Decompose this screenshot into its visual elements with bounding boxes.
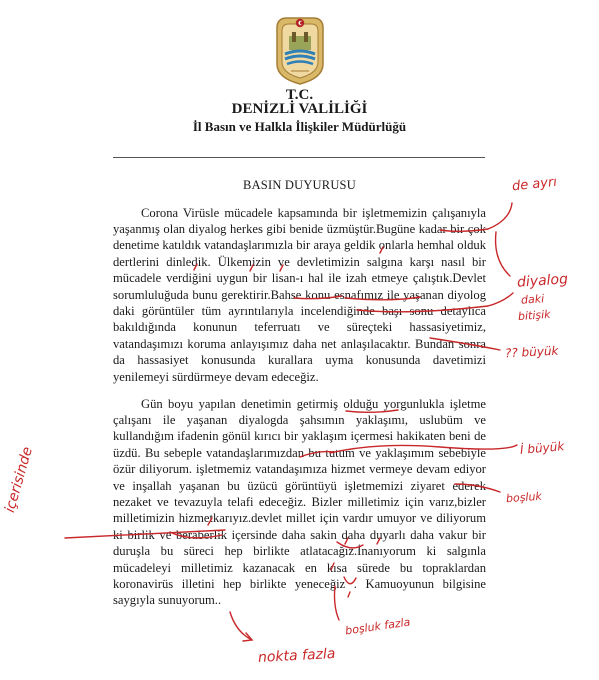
annotation-bosluk-fazla: boşluk fazla — [344, 615, 412, 638]
annotation-daki: daki — [520, 292, 545, 307]
annotation-bitisik: bitişik — [517, 307, 551, 324]
annotation-diyalog: diyalog — [516, 271, 569, 291]
body-paragraph-1: Corona Virüsle mücadele kapsamında bir işletmemizin çalışanıyla yaşanmış olan diyalog herkes gibi benide üzmüştür.Bugüne kadar bir çok denetime katıldık vatandaşlarımızla bir araya geldik onlarla hemhal olduk dertlerini dinledik. Ülkemizin ve devletimizin salgına karşı nasıl bir mücadele verdiğini uygun bir lisan-ı hal ile izah etmeye çalıştık.Devlet sorumluluğuda bunu gerektirir.Bahse konu esnafımız ile yaşanan diyolog daki görüntüler tüm ayrıntılarıyla incelendiğinde başı sonu detaylıca bakıldığında konunun teferruatı ve süreçteki hassasiyetimiz, vatandaşımızı koruma anlayışımız daha net anlaşılacaktır. Bundan sonra da hassasiyet konusunda kurallara uyma konusunda davetimizi yenilemeyi sürdürmeye devam edeceğiz. — [113, 205, 486, 384]
header-divider — [113, 157, 485, 158]
governorship-seal-icon — [273, 14, 327, 86]
header-governorship: DENİZLİ VALİLİĞİ — [231, 101, 368, 117]
body-paragraph-2: Gün boyu yapılan denetimin getirmiş olduğu yorgunlukla işletme çalışanı ile yaşanan diyalogda şahsımın yaklaşımı, uslubüm ve kullandığım ifadenin gönül kırıcı bir yaklaşım içermesi hakikaten beni de üzdü. Bu sebeple vatandaşlarımızdan bu tutum ve yaklaşımım sebebiyle özür diliyorum. işletmemiz vatandaşımıza hizmet vermeye devam ediyor ve inşallah yaşanan bu üzücü görüntüyü işletmemizi ziyaret ederek nezaket ve tevazuyla telafi edeceğiz. Bizler milletimiz için varız,bizler milletimizin hizmetkarıyız.devlet millet için vardır umuyor ve diliyorum ki birlik ve beraberlik içersinde daha sakin daha duyarlı daha vakur bir duruşla bu süreci hep birlikte atlatacağız.İnanıyorum ki salgınla mücadeleyi milletimiz kazanacak en kısa sürede bu topraklardan koronavirüs illetini hep birlikte yeneceğiz . Kamuoyunun bilgisine saygıyla sunuyorum.. — [113, 396, 486, 608]
annotation-buyuk: ?? büyük — [504, 343, 559, 361]
header-department: İl Basın ve Halkla İlişkiler Müdürlüğü — [192, 119, 407, 134]
header-tc: T.C. — [285, 87, 314, 103]
annotation-de-ayri: de ayrı — [511, 174, 558, 195]
document-title: BASIN DUYURUSU — [243, 178, 356, 192]
annotation-nokta-fazla: nokta fazla — [257, 645, 336, 667]
annotation-icerisinde: içerisinde — [2, 445, 36, 515]
annotation-i-buyuk: İ büyük — [519, 439, 565, 457]
annotation-bosluk: boşluk — [505, 489, 543, 506]
